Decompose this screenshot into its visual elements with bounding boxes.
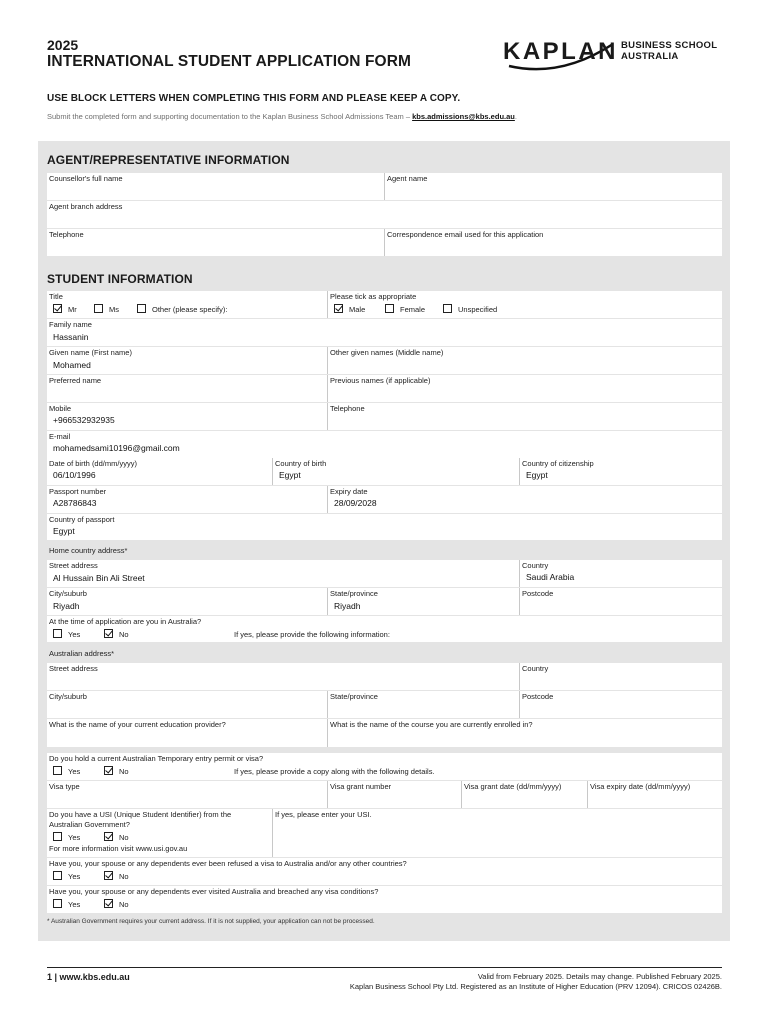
passport-number-field[interactable] — [47, 486, 327, 513]
logo-word: KAPLAN — [503, 38, 618, 65]
gender-male-checkbox[interactable] — [334, 304, 343, 313]
passport-number-label: Passport number — [49, 487, 107, 496]
agent-name-field[interactable] — [384, 173, 722, 200]
aus-street-row — [47, 663, 722, 690]
visa-question-field — [47, 753, 722, 780]
passport-row — [47, 486, 722, 513]
breached-visa-field — [47, 886, 722, 913]
home-country-label: Country — [522, 561, 549, 570]
dob-row — [47, 458, 722, 485]
family-name-field[interactable] — [47, 319, 722, 346]
refused-visa-label: Have you, your spouse or any dependents ever been refused a visa to Australia and/or any other countries? — [49, 859, 407, 868]
agent-branch-label: Agent branch address — [49, 202, 123, 211]
form-year: 2025 — [47, 37, 79, 53]
passport-expiry-value: 28/09/2028 — [334, 498, 377, 508]
visa-expiry-date-field[interactable] — [587, 781, 722, 808]
counsellor-name-label: Counsellor's full name — [49, 174, 123, 183]
visa-grant-date-label: Visa grant date (dd/mm/yyyy) — [464, 782, 562, 791]
gender-male-label: Male — [349, 305, 366, 314]
gender-female-checkbox[interactable] — [385, 304, 394, 313]
usi-question-line-1: Do you have a USI (Unique Student Identifier) from the — [49, 810, 232, 819]
home-city-value: Riyadh — [53, 601, 80, 611]
gender-field — [327, 291, 722, 318]
education-row — [47, 719, 722, 747]
student-telephone-label: Telephone — [330, 404, 365, 413]
in-australia-yes-label: Yes — [68, 630, 81, 639]
visa-grant-number-field[interactable] — [327, 781, 461, 808]
usi-no-checkbox[interactable] — [104, 832, 113, 841]
visa-grant-date-field[interactable] — [461, 781, 587, 808]
home-state-label: State/province — [330, 589, 378, 598]
preferred-name-field[interactable] — [47, 375, 327, 402]
preferred-name-label: Preferred name — [49, 376, 102, 385]
kaplan-logo — [501, 36, 723, 76]
logo-subtitle — [621, 40, 717, 62]
usi-yes-checkbox[interactable] — [53, 832, 62, 841]
refused-visa-row — [47, 858, 722, 885]
home-street-row — [47, 560, 722, 587]
counsellor-name-field[interactable] — [47, 173, 384, 200]
refused-yes-checkbox[interactable] — [53, 871, 62, 880]
agent-email-label: Correspondence email used for this application — [387, 230, 544, 239]
home-city-field[interactable] — [47, 588, 327, 615]
aus-city-label: City/suburb — [49, 692, 87, 701]
mobile-value: +966532932935 — [53, 415, 115, 425]
given-name-row — [47, 347, 722, 374]
breached-no-checkbox[interactable] — [104, 899, 113, 908]
title-mr-label: Mr — [68, 305, 77, 314]
preferred-name-row — [47, 375, 722, 402]
agent-branch-field[interactable] — [47, 201, 722, 228]
home-street-value: Al Hussain Bin Ali Street — [53, 573, 145, 583]
gender-unspecified-label: Unspecified — [458, 305, 498, 314]
breached-yes-checkbox[interactable] — [53, 899, 62, 908]
given-name-field[interactable] — [47, 347, 327, 374]
birth-country-field[interactable] — [272, 458, 519, 485]
gender-unspecified-checkbox[interactable] — [443, 304, 452, 313]
form-panel — [38, 141, 730, 941]
visa-details-row — [47, 781, 722, 808]
aus-state-label: State/province — [330, 692, 378, 701]
refused-visa-field — [47, 858, 722, 885]
in-australia-label: At the time of application are you in Australia? — [49, 617, 202, 626]
in-australia-if-yes-note: If yes, please provide the following information: — [234, 630, 390, 639]
footer-legal — [350, 972, 722, 992]
aus-country-field[interactable] — [519, 663, 722, 690]
visa-type-field[interactable] — [47, 781, 327, 808]
home-country-value: Saudi Arabia — [526, 572, 575, 582]
submit-note-text: Submit the completed form and supporting documentation to the Kaplan Business School Admissions Team – — [47, 112, 410, 121]
refused-yes-label: Yes — [68, 872, 81, 881]
home-street-field[interactable] — [47, 560, 519, 587]
agent-email-field[interactable] — [384, 229, 722, 256]
visa-yes-label: Yes — [68, 767, 81, 776]
passport-country-value: Egypt — [53, 526, 75, 536]
home-address-heading: Home country address* — [49, 546, 128, 555]
home-city-label: City/suburb — [49, 589, 87, 598]
breached-no-label: No — [119, 900, 129, 909]
form-header — [47, 38, 723, 118]
footer-divider — [47, 967, 722, 968]
title-mr-checkbox[interactable] — [53, 304, 62, 313]
email-row — [47, 431, 722, 458]
mobile-row — [47, 403, 722, 430]
aus-postcode-label: Postcode — [522, 692, 554, 701]
birth-country-value: Egypt — [279, 470, 301, 480]
citizenship-field[interactable] — [519, 458, 722, 485]
email-field[interactable] — [47, 431, 722, 458]
agent-telephone-label: Telephone — [49, 230, 84, 239]
submit-note-end: . — [514, 112, 517, 121]
email-label: E-mail — [49, 432, 71, 441]
previous-names-label: Previous names (if applicable) — [330, 376, 431, 385]
in-australia-no-label: No — [119, 630, 129, 639]
home-city-row — [47, 588, 722, 615]
agent-name-label: Agent name — [387, 174, 428, 183]
footer-validity: Valid from February 2025. Details may change. Published February 2025. — [477, 972, 722, 981]
current-course-field[interactable] — [327, 719, 722, 747]
agent-row-2 — [47, 201, 722, 228]
usi-question-field — [47, 809, 272, 857]
title-label: Title — [49, 292, 63, 301]
admissions-email-link[interactable]: kbs.admissions@kbs.edu.au — [412, 112, 515, 121]
in-australia-no-checkbox[interactable] — [104, 629, 113, 638]
gender-female-label: Female — [400, 305, 426, 314]
gender-label: Please tick as appropriate — [330, 292, 417, 301]
agent-row-1 — [47, 173, 722, 200]
education-provider-label: What is the name of your current education provider? — [49, 720, 226, 729]
dob-field[interactable] — [47, 458, 272, 485]
home-street-label: Street address — [49, 561, 98, 570]
dob-value: 06/10/1996 — [53, 470, 96, 480]
passport-country-row — [47, 514, 722, 540]
title-other-checkbox[interactable] — [137, 304, 146, 313]
passport-number-value: A28786843 — [53, 498, 97, 508]
form-title: INTERNATIONAL STUDENT APPLICATION FORM — [47, 53, 412, 70]
aus-state-field[interactable] — [327, 691, 519, 718]
visa-expiry-date-label: Visa expiry date (dd/mm/yyyy) — [590, 782, 691, 791]
email-value: mohamedsami10196@gmail.com — [53, 443, 180, 453]
footer-page-site: 1 | www.kbs.edu.au — [47, 972, 130, 982]
current-course-label: What is the name of the course you are currently enrolled in? — [330, 720, 533, 729]
page-number: 1 — [47, 972, 53, 982]
usi-more-info: For more information visit www.usi.gov.au — [49, 844, 188, 853]
title-field — [47, 291, 327, 318]
family-name-row — [47, 319, 722, 346]
education-provider-field[interactable] — [47, 719, 327, 747]
visa-if-yes-note: If yes, please provide a copy along with the following details. — [234, 767, 435, 776]
title-ms-checkbox[interactable] — [94, 304, 103, 313]
passport-expiry-field[interactable] — [327, 486, 722, 513]
student-section-title: STUDENT INFORMATION — [47, 272, 193, 286]
visa-question-label: Do you hold a current Australian Temporary entry permit or visa? — [49, 754, 264, 763]
visa-question-row — [47, 753, 722, 780]
mobile-label: Mobile — [49, 404, 72, 413]
usi-question-line-2: Australian Government? — [49, 820, 130, 829]
home-state-field[interactable] — [327, 588, 519, 615]
usi-number-label: If yes, please enter your USI. — [275, 810, 372, 819]
home-country-field[interactable] — [519, 560, 722, 587]
previous-names-field[interactable] — [327, 375, 722, 402]
middle-name-label: Other given names (Middle name) — [330, 348, 444, 357]
aus-city-row — [47, 691, 722, 718]
given-name-label: Given name (First name) — [49, 348, 132, 357]
title-gender-row — [47, 291, 722, 318]
title-other-label: Other (please specify): — [152, 305, 228, 314]
agent-telephone-field[interactable] — [47, 229, 384, 256]
breached-yes-label: Yes — [68, 900, 81, 909]
usi-yes-label: Yes — [68, 833, 81, 842]
citizenship-label: Country of citizenship — [522, 459, 594, 468]
usi-row — [47, 809, 722, 857]
usi-number-field[interactable] — [272, 809, 722, 857]
aus-street-field[interactable] — [47, 663, 519, 690]
address-footnote: * Australian Government requires your current address. If it is not supplied, your application can not be processed. — [47, 918, 375, 925]
in-australia-row — [47, 616, 722, 642]
middle-name-field[interactable] — [327, 347, 722, 374]
family-name-label: Family name — [49, 320, 92, 329]
australian-address-heading: Australian address* — [49, 649, 115, 658]
given-name-value: Mohamed — [53, 360, 91, 370]
usi-no-label: No — [119, 833, 129, 842]
breached-visa-label: Have you, your spouse or any dependents ever visited Australia and breached any visa conditions? — [49, 887, 379, 896]
title-ms-label: Ms — [109, 305, 119, 314]
aus-country-label: Country — [522, 664, 549, 673]
submit-note — [47, 112, 517, 121]
dob-label: Date of birth (dd/mm/yyyy) — [49, 459, 137, 468]
logo-sub-line-1: BUSINESS SCHOOL — [621, 40, 718, 51]
aus-city-field[interactable] — [47, 691, 327, 718]
aus-street-label: Street address — [49, 664, 98, 673]
citizenship-value: Egypt — [526, 470, 548, 480]
agent-section-title: AGENT/REPRESENTATIVE INFORMATION — [47, 153, 290, 167]
visa-grant-number-label: Visa grant number — [330, 782, 392, 791]
visa-no-label: No — [119, 767, 129, 776]
in-australia-yes-checkbox[interactable] — [53, 629, 62, 638]
birth-country-label: Country of birth — [275, 459, 327, 468]
agent-row-3 — [47, 229, 722, 256]
family-name-value: Hassanin — [53, 332, 89, 342]
visa-yes-checkbox[interactable] — [53, 766, 62, 775]
visa-no-checkbox[interactable] — [104, 766, 113, 775]
visa-type-label: Visa type — [49, 782, 80, 791]
breached-visa-row — [47, 886, 722, 913]
student-telephone-field[interactable] — [327, 403, 722, 430]
refused-no-label: No — [119, 872, 129, 881]
footer-site-link[interactable]: www.kbs.edu.au — [59, 972, 130, 982]
passport-expiry-label: Expiry date — [330, 487, 368, 496]
home-postcode-label: Postcode — [522, 589, 554, 598]
passport-country-label: Country of passport — [49, 515, 115, 524]
instruction-text: USE BLOCK LETTERS WHEN COMPLETING THIS FORM AND PLEASE KEEP A COPY. — [47, 93, 461, 104]
mobile-field[interactable] — [47, 403, 327, 430]
in-australia-field — [47, 616, 722, 642]
aus-postcode-field[interactable] — [519, 691, 722, 718]
passport-country-field[interactable] — [47, 514, 722, 540]
footer-registration: Kaplan Business School Pty Ltd. Registered as an Institute of Higher Education (PRV 12094). CRICOS 02426B. — [349, 982, 722, 991]
logo-sub-line-2: AUSTRALIA — [621, 51, 679, 62]
home-state-value: Riyadh — [334, 601, 361, 611]
refused-no-checkbox[interactable] — [104, 871, 113, 880]
home-postcode-field[interactable] — [519, 588, 722, 615]
